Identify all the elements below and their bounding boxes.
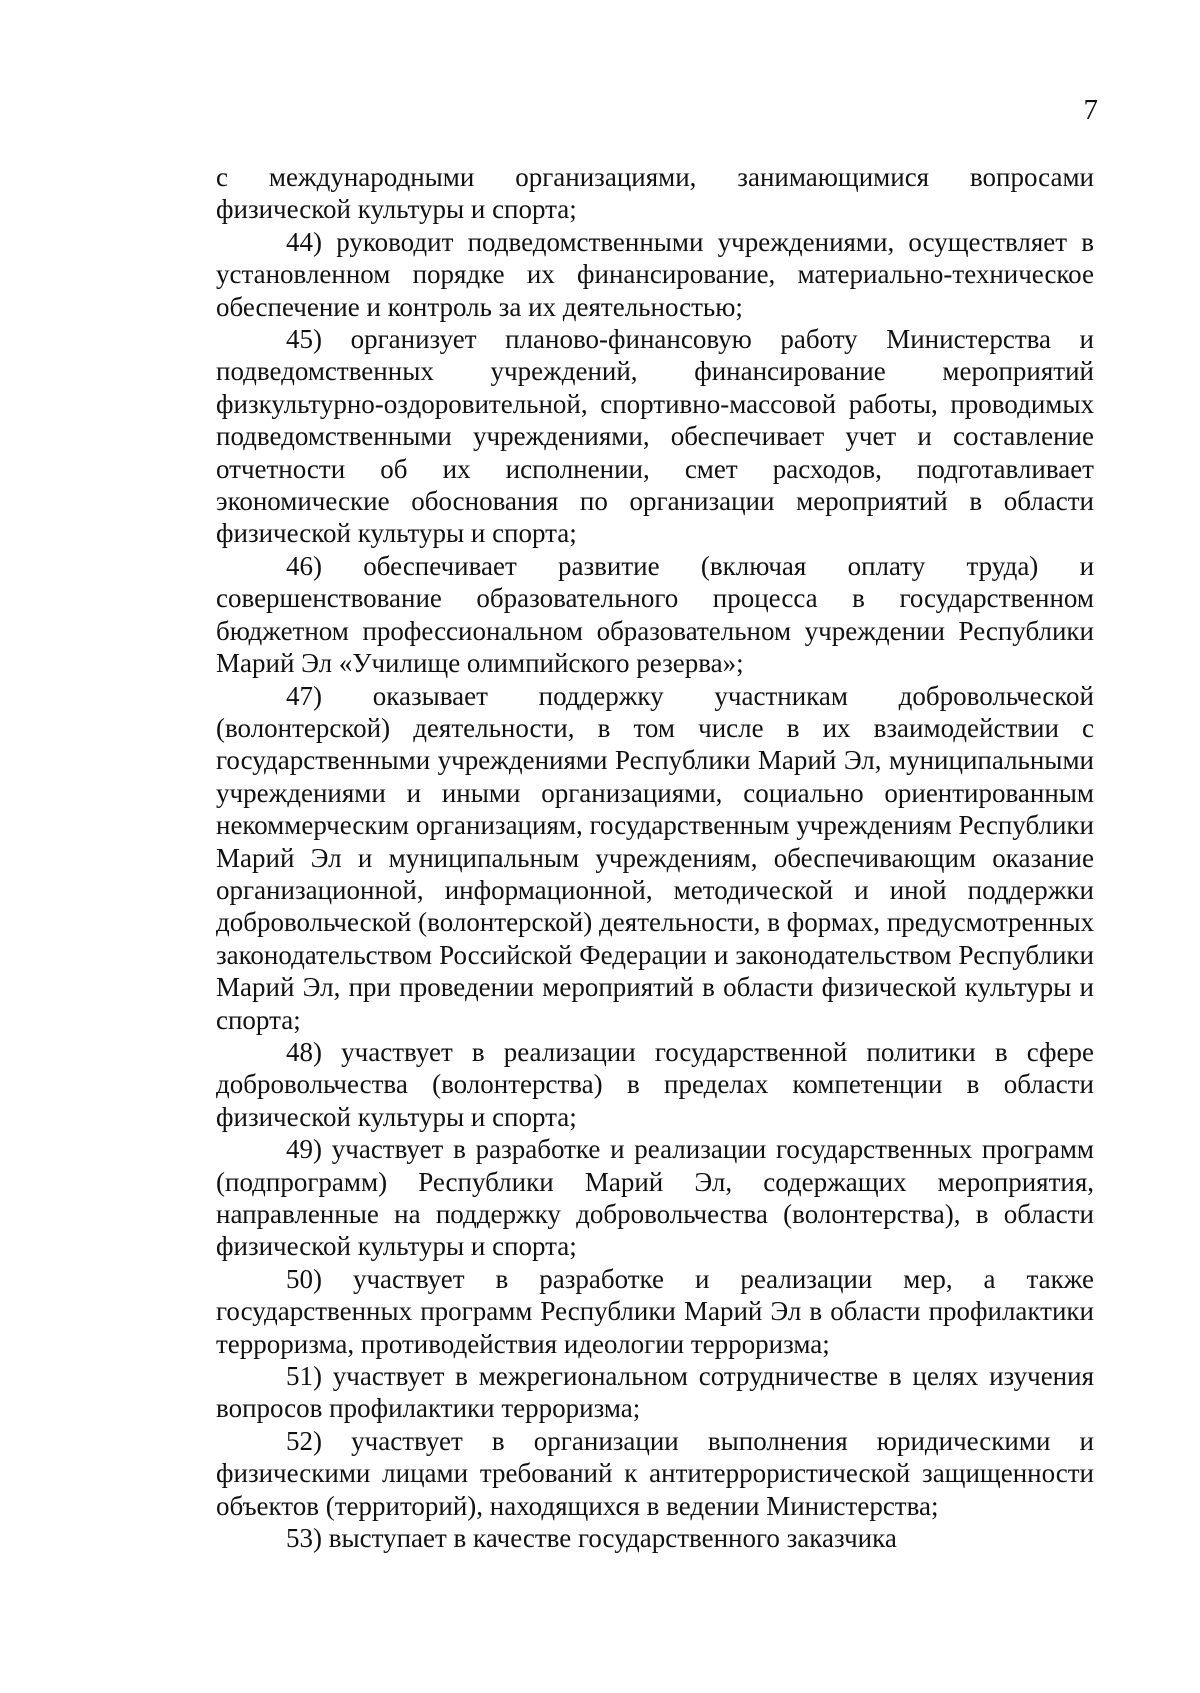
- item-number: 53): [286, 1523, 322, 1554]
- list-item-50: [216, 1263, 1094, 1360]
- list-item-53: [216, 1522, 1094, 1554]
- item-number: 51): [286, 1361, 322, 1392]
- document-body: [216, 161, 1094, 1554]
- item-text: руководит подведомственными учреждениями, осуществляет в установленном порядке их финансирование, материально-техническое обеспечение и контроль за их деятельностью;: [216, 226, 1095, 322]
- list-item-46: [216, 550, 1094, 680]
- item-number: 52): [286, 1425, 322, 1456]
- item-text: участвует в разработке и реализации государственных программ (подпрограмм) Республики Марий Эл, содержащих мероприятия, направленные на поддержку добровольчества (волонтерства), в области физической культуры и спорта;: [216, 1134, 1095, 1262]
- item-text: выступает в качестве государственного заказчика: [328, 1523, 897, 1554]
- item-text: участвует в реализации государственной политики в сфере добровольчества (волонтерства) в пределах компетенции в области физической культуры и спорта;: [216, 1036, 1095, 1132]
- item-number: 45): [286, 324, 322, 355]
- list-item-52: [216, 1425, 1094, 1522]
- list-item-49: [216, 1133, 1094, 1263]
- item-text: участвует в организации выполнения юридическими и физическими лицами требований к антитеррористической защищенности объектов (территорий), находящихся в ведении Министерства;: [216, 1425, 1094, 1521]
- item-text: участвует в межрегиональном сотрудничестве в целях изучения вопросов профилактики терроризма;: [216, 1361, 1095, 1424]
- list-item-48: [216, 1036, 1094, 1133]
- list-item-47: [216, 680, 1094, 1036]
- item-text: участвует в разработке и реализации мер, а также государственных программ Республики Марий Эл в области профилактики терроризма, противодействия идеологии терроризма;: [216, 1263, 1095, 1359]
- item-number: 50): [286, 1263, 322, 1294]
- item-number: 44): [286, 226, 322, 257]
- list-item-44: [216, 226, 1094, 323]
- page-number: 7: [1083, 94, 1098, 126]
- item-number: 49): [286, 1134, 322, 1165]
- item-text: обеспечивает развитие (включая оплату труда) и совершенствование образовательного процесса в государственном бюджетном профессиональном образовательном учреждении Республики Марий Эл «Училище олимпийского резерва»;: [216, 550, 1095, 679]
- item-number: 48): [286, 1036, 322, 1067]
- paragraph-continuation: [216, 161, 1094, 226]
- list-item-51: [216, 1360, 1094, 1425]
- list-item-45: [216, 323, 1094, 550]
- item-text: оказывает поддержку участникам добровольческой (волонтерской) деятельности, в том числе в их взаимодействии с государственными учреждениями Республики Марий Эл, муниципальными учреждениями и иными организациями, социально ориентированным некоммерческим организациям, государственным учреждениям Республики Марий Эл и муниципальным учреждениям, обеспечивающим оказание организационной, информационной, методической и иной поддержки добровольческой (волонтерской) деятельности, в формах, предусмотренных законодательством Российской Федерации и законодательством Республики Марий Эл, при проведении мероприятий в области физической культуры и спорта;: [216, 680, 1095, 1035]
- item-text: организует планово-финансовую работу Министерства и подведомственных учреждений, финансирование мероприятий физкультурно-оздоровительной, спортивно-массовой работы, проводимых подведомственными учреждениями, обеспечивает учет и составление отчетности об их исполнении, смет расходов, подготавливает экономические обоснования по организации мероприятий в области физической культуры и спорта;: [216, 324, 1095, 549]
- item-number: 47): [286, 680, 322, 711]
- item-number: 46): [286, 550, 322, 581]
- paragraph-text: с международными организациями, занимающимися вопросами физической культуры и спорта;: [216, 162, 1094, 225]
